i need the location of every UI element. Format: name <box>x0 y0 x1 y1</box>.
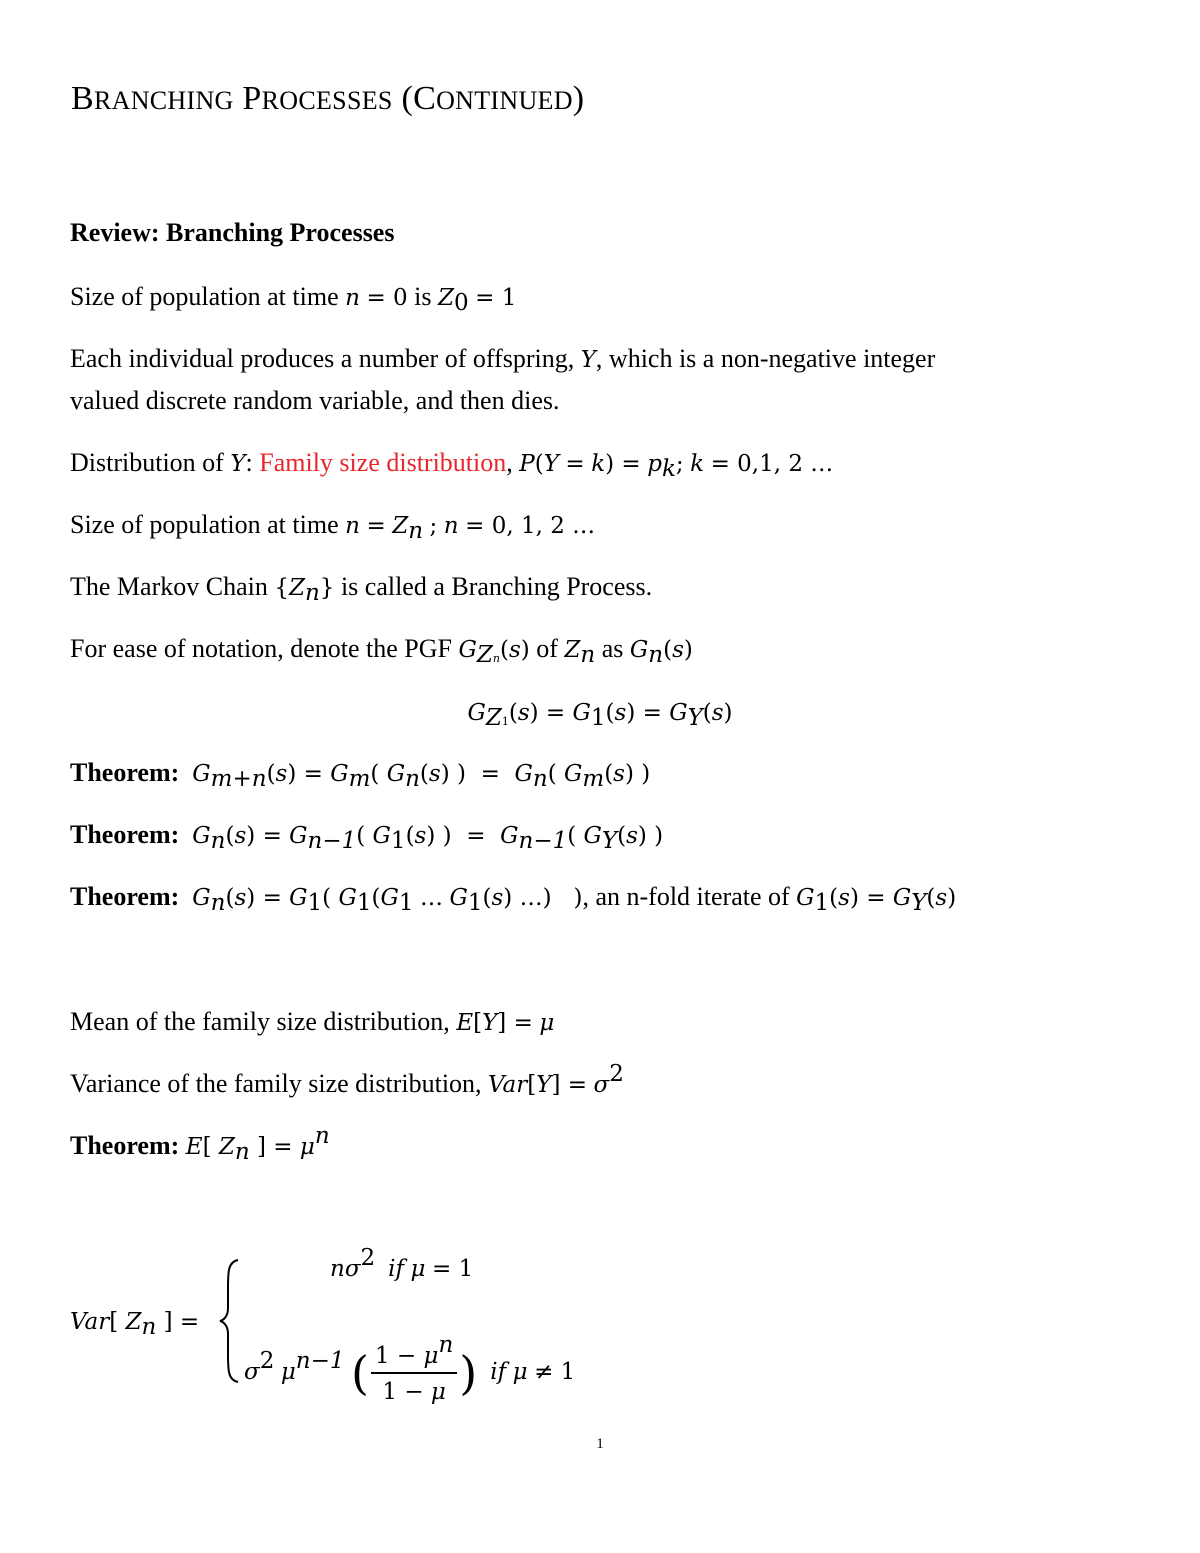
title-char: B <box>71 80 94 117</box>
text: : <box>245 448 260 477</box>
text: , <box>506 448 520 477</box>
text: of <box>529 634 565 663</box>
text: Each individual produces a number of offspring, <box>70 344 581 373</box>
page-title <box>71 80 584 118</box>
pgf-equation: $G_{Z1}(s) = G_1(s) = G_Y(s)$ <box>467 700 733 731</box>
theorem-mean: Theorem: E[ $Z_n$ ] = $\mu^n$ <box>70 1123 330 1165</box>
page-number: 1 <box>596 1436 604 1452</box>
text: , which is a non-negative integer <box>595 344 936 373</box>
paragraph-markov-chain: The Markov Chain $\{Z_n\}$ is called a Branching Process. <box>70 572 653 606</box>
left-brace-icon <box>218 1258 240 1384</box>
text: as <box>595 634 630 663</box>
paragraph-initial-size: Size of population at time n = 0 is $Z_0 = 1$ <box>70 282 517 316</box>
title-char: (C <box>401 80 437 117</box>
title-char: ) <box>572 80 585 117</box>
theorem-label: Theorem: <box>70 758 180 787</box>
highlight-term: Family size distribution <box>259 448 507 477</box>
text: Variance of the family size distribution, <box>70 1069 489 1098</box>
title-word: RANCHING <box>93 86 234 115</box>
text: is called a Branching Process. <box>334 572 653 601</box>
theorem-1: Theorem: $G_{m+n}(s) = G_m$( $G_n(s)$ ) = $G_n$( $G_m(s)$ ) <box>70 758 651 792</box>
variance-line: Variance of the family size distribution, $Var[Y] = \sigma^2$ <box>70 1061 624 1098</box>
theorem-label: Theorem: <box>70 1131 180 1160</box>
text: is <box>407 282 438 311</box>
variance-case-mu-equals-1: $n\sigma^2$ if μ = 1 <box>330 1245 474 1282</box>
variance-case-mu-not-1: $\sigma^2$ $\mu^{n-1}$ ( $\frac{1 - \mu^n}{1 - \mu}$ ) if μ ≠ 1 <box>244 1332 576 1405</box>
mean-line: Mean of the family size distribution, E[Y] = μ <box>70 1007 555 1036</box>
review-heading: Review: Branching Processes <box>70 218 395 247</box>
text: Size of population at time <box>70 282 346 311</box>
paragraph-distribution: Distribution of Y: Family size distribution, $P(Y = k) = p_k$; k = 0,1, 2 … <box>70 448 834 482</box>
paragraph-offspring-line1: Each individual produces a number of offspring, Y, which is a non-negative integer <box>70 344 936 373</box>
text: The Markov Chain <box>70 572 275 601</box>
title-word: ONTINUED <box>436 86 573 115</box>
paragraph-population-size: Size of population at time $n = Z_n$ ; n = 0, 1, 2 … <box>70 510 596 544</box>
theorem-2: Theorem: $G_n(s) = G_{n-1}$( $G_1(s)$ ) = $G_{n-1}$( $G_Y(s)$ ) <box>70 820 664 854</box>
title-char: P <box>242 80 262 117</box>
theorem-3: Theorem: $G_n(s) = G_1$( $G_1(G_1$ … $G_1(s)$ …) ), an n-fold iterate of $G_1(s) = G_Y(s)$ <box>70 882 957 916</box>
title-word: ROCESSES <box>261 86 393 115</box>
text: For ease of notation, denote the PGF <box>70 634 459 663</box>
theorem-label: Theorem: <box>70 882 180 911</box>
text: Size of population at time <box>70 510 346 539</box>
variance-lhs: Var[ $Z_n$ ] = <box>70 1309 200 1340</box>
theorem-label: Theorem: <box>70 820 180 849</box>
text: Mean of the family size distribution, <box>70 1007 457 1036</box>
paragraph-offspring-line2: valued discrete random variable, and then dies. <box>70 386 560 415</box>
text: , an n-fold iterate of <box>582 882 797 911</box>
paragraph-pgf-notation: For ease of notation, denote the PGF $G_{Zn}(s)$ of $Z_n$ as $G_n(s)$ <box>70 634 693 668</box>
text: Distribution of <box>70 448 231 477</box>
